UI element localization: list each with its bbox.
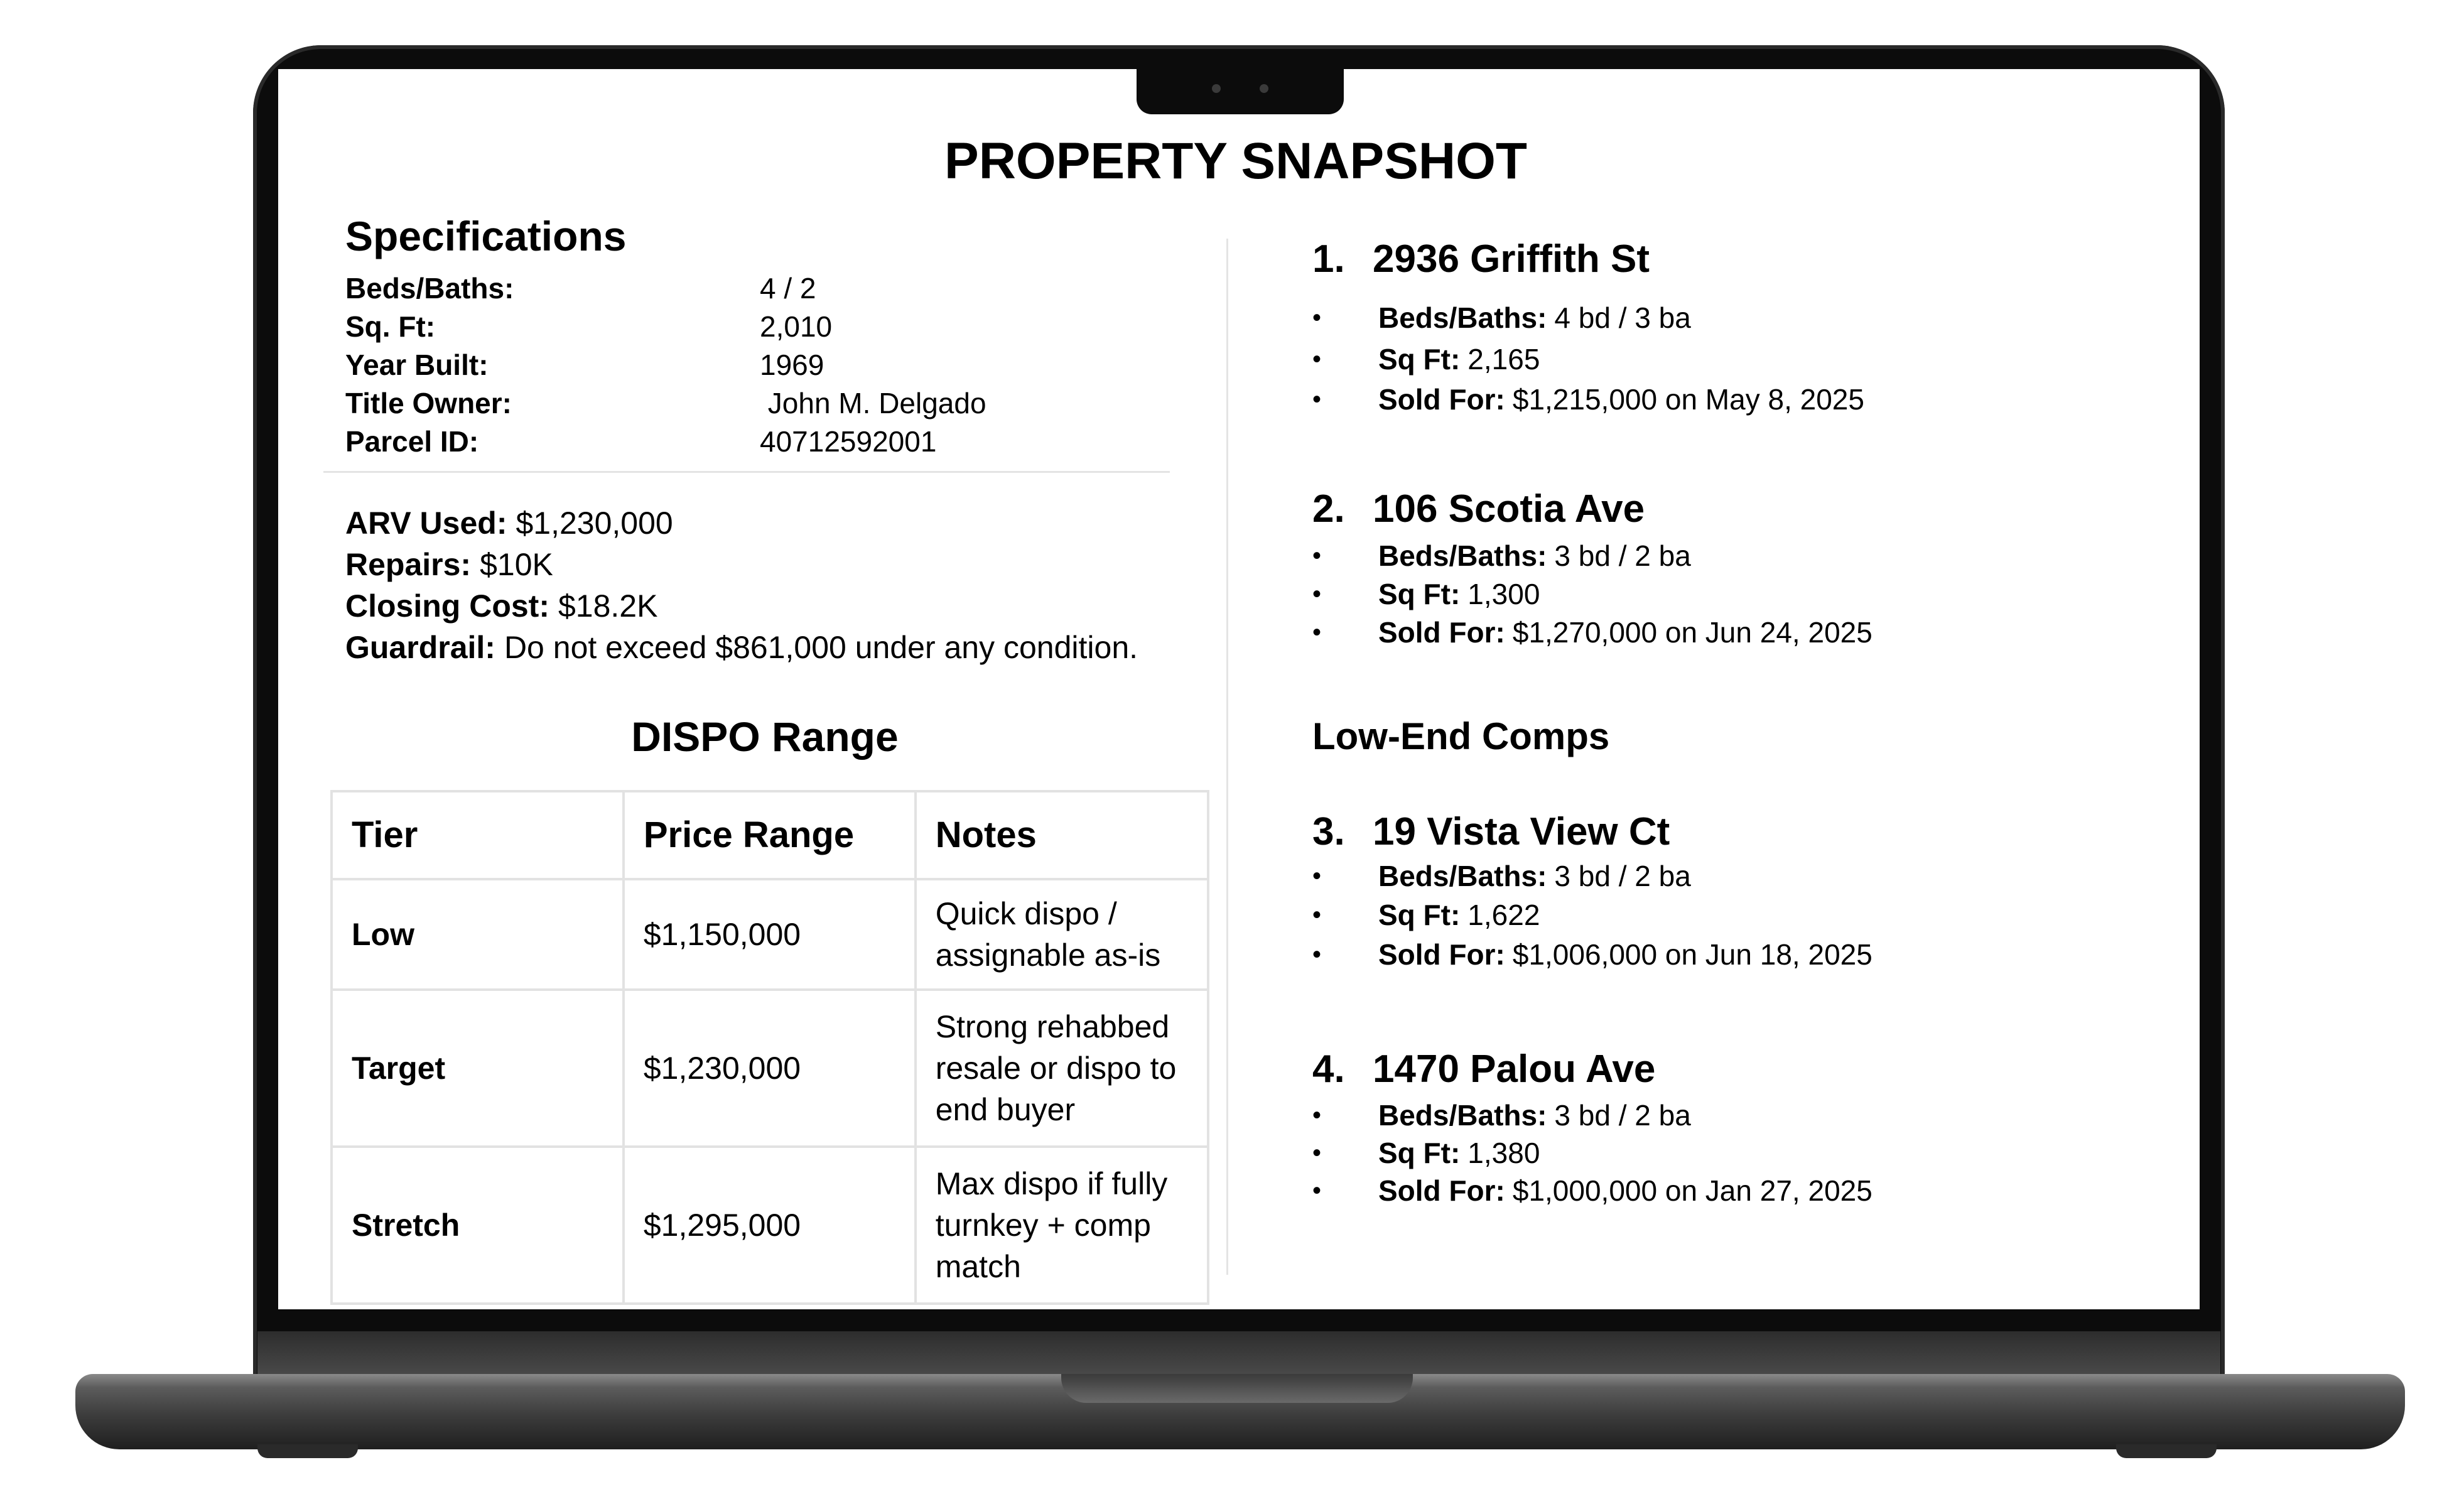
term-label: ARV Used: bbox=[345, 506, 507, 541]
notes-cell: Quick dispo / assignable as-is bbox=[916, 879, 1208, 990]
comp-4 bbox=[1312, 1044, 2160, 1209]
detail-label: Beds/Baths: bbox=[1378, 1099, 1547, 1132]
spec-value: 40712592001 bbox=[760, 425, 937, 458]
notes-cell: Strong rehabbed resale or dispo to end buyer bbox=[916, 990, 1208, 1147]
term-arv bbox=[345, 502, 1138, 544]
laptop-opening-notch bbox=[1061, 1374, 1413, 1403]
column-divider bbox=[1226, 239, 1228, 1275]
detail-value: 3 bd / 2 ba bbox=[1554, 1099, 1691, 1132]
spec-value: 1969 bbox=[760, 348, 824, 381]
laptop-foot-left bbox=[257, 1444, 358, 1458]
comp-address bbox=[1312, 806, 2160, 857]
spec-label: Title Owner: bbox=[345, 386, 512, 419]
comp-address bbox=[1312, 234, 2160, 284]
dispo-range-table bbox=[330, 790, 1209, 1305]
specifications-heading: Specifications bbox=[345, 213, 627, 259]
term-value: $10K bbox=[480, 547, 553, 582]
term-guardrail bbox=[345, 627, 1138, 668]
detail-label: Sold For: bbox=[1378, 383, 1505, 416]
detail-label: Sold For: bbox=[1378, 1174, 1505, 1207]
comp-address-text: 2936 Griffith St bbox=[1373, 237, 1650, 281]
list-item bbox=[1312, 857, 2160, 895]
term-label: Repairs: bbox=[345, 547, 472, 582]
bullet-icon: • bbox=[1312, 940, 1322, 968]
detail-label: Sold For: bbox=[1378, 938, 1505, 971]
list-item bbox=[1312, 296, 2160, 339]
bullet-icon: • bbox=[1312, 303, 1322, 332]
detail-value: 2,165 bbox=[1467, 343, 1540, 376]
detail-value: 1,380 bbox=[1467, 1137, 1540, 1169]
bullet-icon: • bbox=[1312, 385, 1322, 413]
comp-1 bbox=[1312, 234, 2160, 419]
column-header-notes: Notes bbox=[916, 791, 1208, 879]
detail-label: Beds/Baths: bbox=[1378, 539, 1547, 572]
comp-number: 1. bbox=[1312, 237, 1345, 281]
bullet-icon: • bbox=[1312, 618, 1322, 646]
table-row bbox=[332, 879, 1208, 990]
sensor-icon bbox=[1260, 84, 1268, 93]
comp-number: 2. bbox=[1312, 487, 1345, 531]
spec-value: John M. Delgado bbox=[760, 386, 986, 419]
bullet-icon: • bbox=[1312, 580, 1322, 608]
spec-row-beds-baths bbox=[345, 269, 986, 307]
table-row bbox=[332, 990, 1208, 1147]
tier-cell: Low bbox=[332, 879, 624, 990]
list-item bbox=[1312, 895, 2160, 934]
term-value: Do not exceed $861,000 under any condition. bbox=[504, 630, 1138, 665]
camera-notch bbox=[1137, 65, 1344, 114]
list-item bbox=[1312, 934, 2160, 975]
spec-label: Sq. Ft: bbox=[345, 310, 436, 343]
detail-label: Sq Ft: bbox=[1378, 1137, 1461, 1169]
detail-value: 3 bd / 2 ba bbox=[1554, 539, 1691, 572]
comp-address bbox=[1312, 484, 2160, 534]
term-label: Closing Cost: bbox=[345, 588, 549, 624]
detail-label: Sq Ft: bbox=[1378, 578, 1461, 610]
spec-row-title-owner bbox=[345, 384, 986, 422]
camera-icon bbox=[1212, 84, 1221, 93]
comp-address-text: 106 Scotia Ave bbox=[1373, 487, 1645, 531]
spec-value: 4 / 2 bbox=[760, 271, 816, 305]
detail-value: $1,215,000 on May 8, 2025 bbox=[1512, 383, 1864, 416]
comp-address bbox=[1312, 1044, 2160, 1094]
price-cell: $1,150,000 bbox=[624, 879, 916, 990]
bullet-icon: • bbox=[1312, 1139, 1322, 1167]
detail-label: Beds/Baths: bbox=[1378, 860, 1547, 892]
tier-cell: Target bbox=[332, 990, 624, 1147]
spec-label: Year Built: bbox=[345, 348, 489, 381]
bullet-icon: • bbox=[1312, 345, 1322, 373]
term-value: $18.2K bbox=[558, 588, 658, 624]
detail-value: $1,000,000 on Jan 27, 2025 bbox=[1512, 1174, 1872, 1207]
bullet-icon: • bbox=[1312, 1101, 1322, 1129]
detail-value: 3 bd / 2 ba bbox=[1554, 860, 1691, 892]
specifications-list bbox=[345, 269, 986, 460]
price-cell: $1,295,000 bbox=[624, 1147, 916, 1304]
notes-cell: Max dispo if fully turnkey + comp match bbox=[916, 1147, 1208, 1304]
list-item bbox=[1312, 1096, 2160, 1134]
list-item bbox=[1312, 536, 2160, 575]
bullet-icon: • bbox=[1312, 901, 1322, 929]
laptop-screen bbox=[278, 69, 2200, 1309]
laptop-hinge bbox=[257, 1331, 2220, 1376]
bullet-icon: • bbox=[1312, 1176, 1322, 1204]
spec-row-parcel-id bbox=[345, 422, 986, 460]
comp-details bbox=[1312, 857, 2160, 975]
list-item bbox=[1312, 1134, 2160, 1172]
list-item bbox=[1312, 1172, 2160, 1209]
section-divider bbox=[323, 471, 1170, 473]
column-header-price-range: Price Range bbox=[624, 791, 916, 879]
comp-3 bbox=[1312, 806, 2160, 975]
term-label: Guardrail: bbox=[345, 630, 495, 665]
detail-value: 4 bd / 3 ba bbox=[1554, 301, 1691, 334]
comp-details bbox=[1312, 296, 2160, 419]
list-item bbox=[1312, 575, 2160, 613]
detail-label: Sq Ft: bbox=[1378, 899, 1461, 931]
column-header-tier: Tier bbox=[332, 791, 624, 879]
detail-label: Sq Ft: bbox=[1378, 343, 1461, 376]
detail-value: $1,006,000 on Jun 18, 2025 bbox=[1512, 938, 1872, 971]
comp-number: 4. bbox=[1312, 1047, 1345, 1091]
list-item bbox=[1312, 613, 2160, 652]
bullet-icon: • bbox=[1312, 862, 1322, 890]
detail-label: Sold For: bbox=[1378, 616, 1505, 649]
spec-row-sqft bbox=[345, 307, 986, 345]
tier-cell: Stretch bbox=[332, 1147, 624, 1304]
term-repairs bbox=[345, 544, 1138, 585]
spec-label: Parcel ID: bbox=[345, 425, 479, 458]
spec-row-year-built bbox=[345, 345, 986, 384]
list-item bbox=[1312, 379, 2160, 419]
page-title: PROPERTY SNAPSHOT bbox=[944, 133, 1527, 190]
bullet-icon: • bbox=[1312, 541, 1322, 570]
deal-terms bbox=[345, 502, 1138, 668]
spec-value: 2,010 bbox=[760, 310, 833, 343]
table-header-row bbox=[332, 791, 1208, 879]
table-row bbox=[332, 1147, 1208, 1304]
detail-value: 1,300 bbox=[1467, 578, 1540, 610]
comp-details bbox=[1312, 536, 2160, 652]
dispo-range-heading: DISPO Range bbox=[631, 713, 899, 760]
detail-value: 1,622 bbox=[1467, 899, 1540, 931]
term-value: $1,230,000 bbox=[516, 506, 673, 541]
spec-label: Beds/Baths: bbox=[345, 271, 514, 305]
detail-value: $1,270,000 on Jun 24, 2025 bbox=[1512, 616, 1872, 649]
comp-2 bbox=[1312, 484, 2160, 652]
comp-number: 3. bbox=[1312, 809, 1345, 853]
low-end-comps-heading: Low-End Comps bbox=[1312, 715, 1610, 757]
comp-details bbox=[1312, 1096, 2160, 1209]
comp-address-text: 19 Vista View Ct bbox=[1373, 809, 1670, 853]
list-item bbox=[1312, 339, 2160, 379]
comp-address-text: 1470 Palou Ave bbox=[1373, 1047, 1656, 1091]
laptop-foot-right bbox=[2116, 1444, 2217, 1458]
price-cell: $1,230,000 bbox=[624, 990, 916, 1147]
detail-label: Beds/Baths: bbox=[1378, 301, 1547, 334]
term-closing-cost bbox=[345, 585, 1138, 627]
